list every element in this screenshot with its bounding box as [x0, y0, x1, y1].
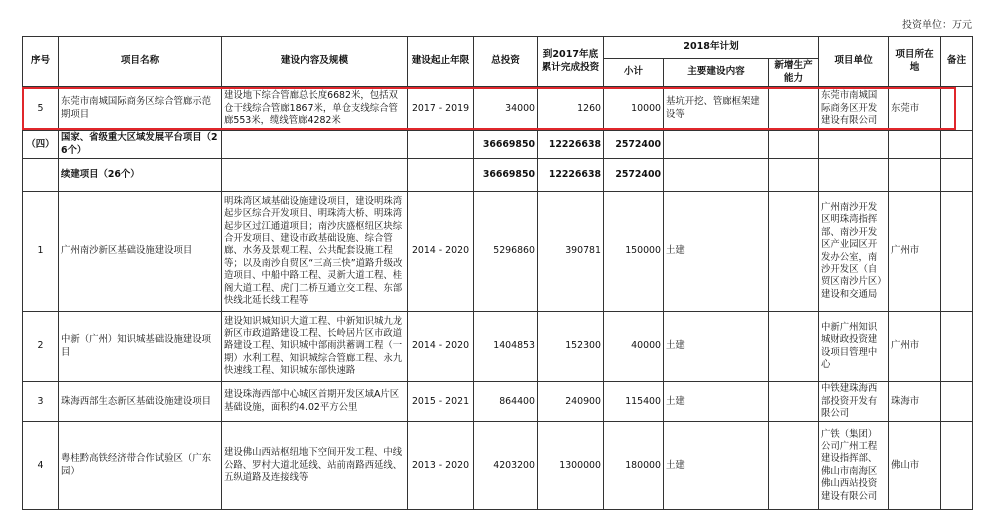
cell-new-capacity [769, 312, 819, 382]
table-row [23, 131, 973, 159]
header-project-unit: 项目单位 [819, 37, 889, 87]
cell-content [222, 159, 408, 192]
header-subtotal: 小计 [604, 59, 664, 87]
cell-main-content: 土建 [664, 192, 769, 312]
cell-subtotal: 180000 [604, 422, 664, 510]
cell-done-2017: 152300 [538, 312, 604, 382]
cell-location [889, 131, 941, 159]
cell-seq: 2 [23, 312, 59, 382]
cell-period: 2015 - 2021 [408, 382, 474, 422]
cell-content: 建设地下综合管廊总长度6682米，包括双仓干线综合管廊1867米，单仓支线综合管廊553米，缆线管廊4282米 [222, 87, 408, 131]
cell-total: 36669850 [474, 159, 538, 192]
cell-main-content [664, 131, 769, 159]
cell-remark [941, 87, 973, 131]
cell-period [408, 131, 474, 159]
cell-project-unit: 东莞市南城国际商务区开发建设有限公司 [819, 87, 889, 131]
header-row-1 [23, 37, 973, 59]
cell-project-unit: 广铁（集团）公司广州工程建设指挥部、佛山市南海区佛山西站投资建设有限公司 [819, 422, 889, 510]
cell-project-name: 粤桂黔高铁经济带合作试验区（广东园） [59, 422, 222, 510]
header-seq: 序号 [23, 37, 59, 87]
cell-project-name: 中新（广州）知识城基础设施建设项目 [59, 312, 222, 382]
cell-project-name: 续建项目（26个） [59, 159, 222, 192]
cell-project-name: 珠海西部生态新区基础设施建设项目 [59, 382, 222, 422]
header-new-capacity: 新增生产能力 [769, 59, 819, 87]
cell-done-2017: 12226638 [538, 159, 604, 192]
cell-new-capacity [769, 131, 819, 159]
cell-total: 36669850 [474, 131, 538, 159]
cell-subtotal: 150000 [604, 192, 664, 312]
cell-period: 2014 - 2020 [408, 312, 474, 382]
table-row [23, 87, 973, 131]
cell-main-content: 土建 [664, 312, 769, 382]
cell-remark [941, 131, 973, 159]
header-main-content: 主要建设内容 [664, 59, 769, 87]
cell-subtotal: 10000 [604, 87, 664, 131]
cell-content [222, 131, 408, 159]
cell-new-capacity [769, 87, 819, 131]
header-remark: 备注 [941, 37, 973, 87]
cell-done-2017: 1300000 [538, 422, 604, 510]
cell-new-capacity [769, 192, 819, 312]
project-table [22, 36, 973, 510]
cell-total: 4203200 [474, 422, 538, 510]
cell-new-capacity [769, 422, 819, 510]
cell-location: 广州市 [889, 312, 941, 382]
cell-new-capacity [769, 159, 819, 192]
cell-subtotal: 2572400 [604, 159, 664, 192]
cell-period: 2017 - 2019 [408, 87, 474, 131]
cell-period [408, 159, 474, 192]
cell-period: 2013 - 2020 [408, 422, 474, 510]
cell-content: 建设佛山西站枢纽地下空间开发工程、中线公路、罗村大道北延线、站前南路西延线、五纵道路及连接线等 [222, 422, 408, 510]
header-location: 项目所在地 [889, 37, 941, 87]
cell-seq: 4 [23, 422, 59, 510]
cell-project-name: 广州南沙新区基础设施建设项目 [59, 192, 222, 312]
cell-main-content: 土建 [664, 382, 769, 422]
cell-location: 佛山市 [889, 422, 941, 510]
cell-total: 5296860 [474, 192, 538, 312]
cell-project-unit: 广州南沙开发区明珠湾指挥部、南沙开发区产业园区开发办公室，南沙开发区（自贸区南沙片区）建设和交通局 [819, 192, 889, 312]
cell-done-2017: 390781 [538, 192, 604, 312]
cell-remark [941, 159, 973, 192]
cell-seq: 5 [23, 87, 59, 131]
cell-project-unit: 中新广州知识城财政投资建设项目管理中心 [819, 312, 889, 382]
cell-subtotal: 115400 [604, 382, 664, 422]
cell-project-unit [819, 131, 889, 159]
cell-period: 2014 - 2020 [408, 192, 474, 312]
header-period: 建设起止年限 [408, 37, 474, 87]
cell-seq [23, 159, 59, 192]
cell-seq: （四） [23, 131, 59, 159]
cell-remark [941, 422, 973, 510]
cell-content: 建设知识城知识大道工程、中新知识城九龙新区市政道路建设工程、长岭居片区市政道路建设工程、知识城中部雨洪蓄调工程（一期）水利工程、知识城综合管廊工程、永九快速线工程、知识城东部快速路 [222, 312, 408, 382]
header-done-2017: 到2017年底累计完成投资 [538, 37, 604, 87]
header-content-scale: 建设内容及规模 [222, 37, 408, 87]
cell-subtotal: 40000 [604, 312, 664, 382]
cell-seq: 3 [23, 382, 59, 422]
cell-main-content [664, 159, 769, 192]
cell-remark [941, 382, 973, 422]
cell-main-content: 土建 [664, 422, 769, 510]
header-total-investment: 总投资 [474, 37, 538, 87]
cell-project-name: 东莞市南城国际商务区综合管廊示范期项目 [59, 87, 222, 131]
cell-project-unit: 中铁建珠海西部投资开发有限公司 [819, 382, 889, 422]
cell-total: 34000 [474, 87, 538, 131]
cell-new-capacity [769, 382, 819, 422]
cell-project-name: 国家、省级重大区域发展平台项目（26个） [59, 131, 222, 159]
cell-total: 1404853 [474, 312, 538, 382]
cell-done-2017: 240900 [538, 382, 604, 422]
table-row [23, 422, 973, 510]
cell-location [889, 159, 941, 192]
cell-done-2017: 1260 [538, 87, 604, 131]
cell-done-2017: 12226638 [538, 131, 604, 159]
cell-total: 864400 [474, 382, 538, 422]
cell-content: 建设珠海西部中心城区首期开发区域A片区基础设施，面积约4.02平方公里 [222, 382, 408, 422]
cell-location: 珠海市 [889, 382, 941, 422]
table-row [23, 312, 973, 382]
header-plan-2018: 2018年计划 [604, 37, 819, 59]
cell-location: 广州市 [889, 192, 941, 312]
cell-subtotal: 2572400 [604, 131, 664, 159]
cell-content: 明珠湾区域基础设施建设项目，建设明珠湾起步区综合开发项目、明珠湾大桥、明珠湾起步区过江通道项目；南沙庆盛枢纽区块综合开发项目、建设市政基础设施、综合管廊、水务及景观工程、公共配套设施工程等；以及南沙自贸区“三高三快”道路升级改造项目、中船中路工程、灵新大道工程、桂阁大道工程、虎门二桥互通立交工程、东部快线北延长线工程等 [222, 192, 408, 312]
header-project-name: 项目名称 [59, 37, 222, 87]
investment-unit-label: 投资单位：万元 [902, 20, 972, 31]
cell-project-unit [819, 159, 889, 192]
table-row [23, 159, 973, 192]
cell-main-content: 基坑开挖、管廊框架建设等 [664, 87, 769, 131]
cell-seq: 1 [23, 192, 59, 312]
table-row [23, 192, 973, 312]
cell-location: 东莞市 [889, 87, 941, 131]
cell-remark [941, 192, 973, 312]
cell-remark [941, 312, 973, 382]
table-row [23, 382, 973, 422]
